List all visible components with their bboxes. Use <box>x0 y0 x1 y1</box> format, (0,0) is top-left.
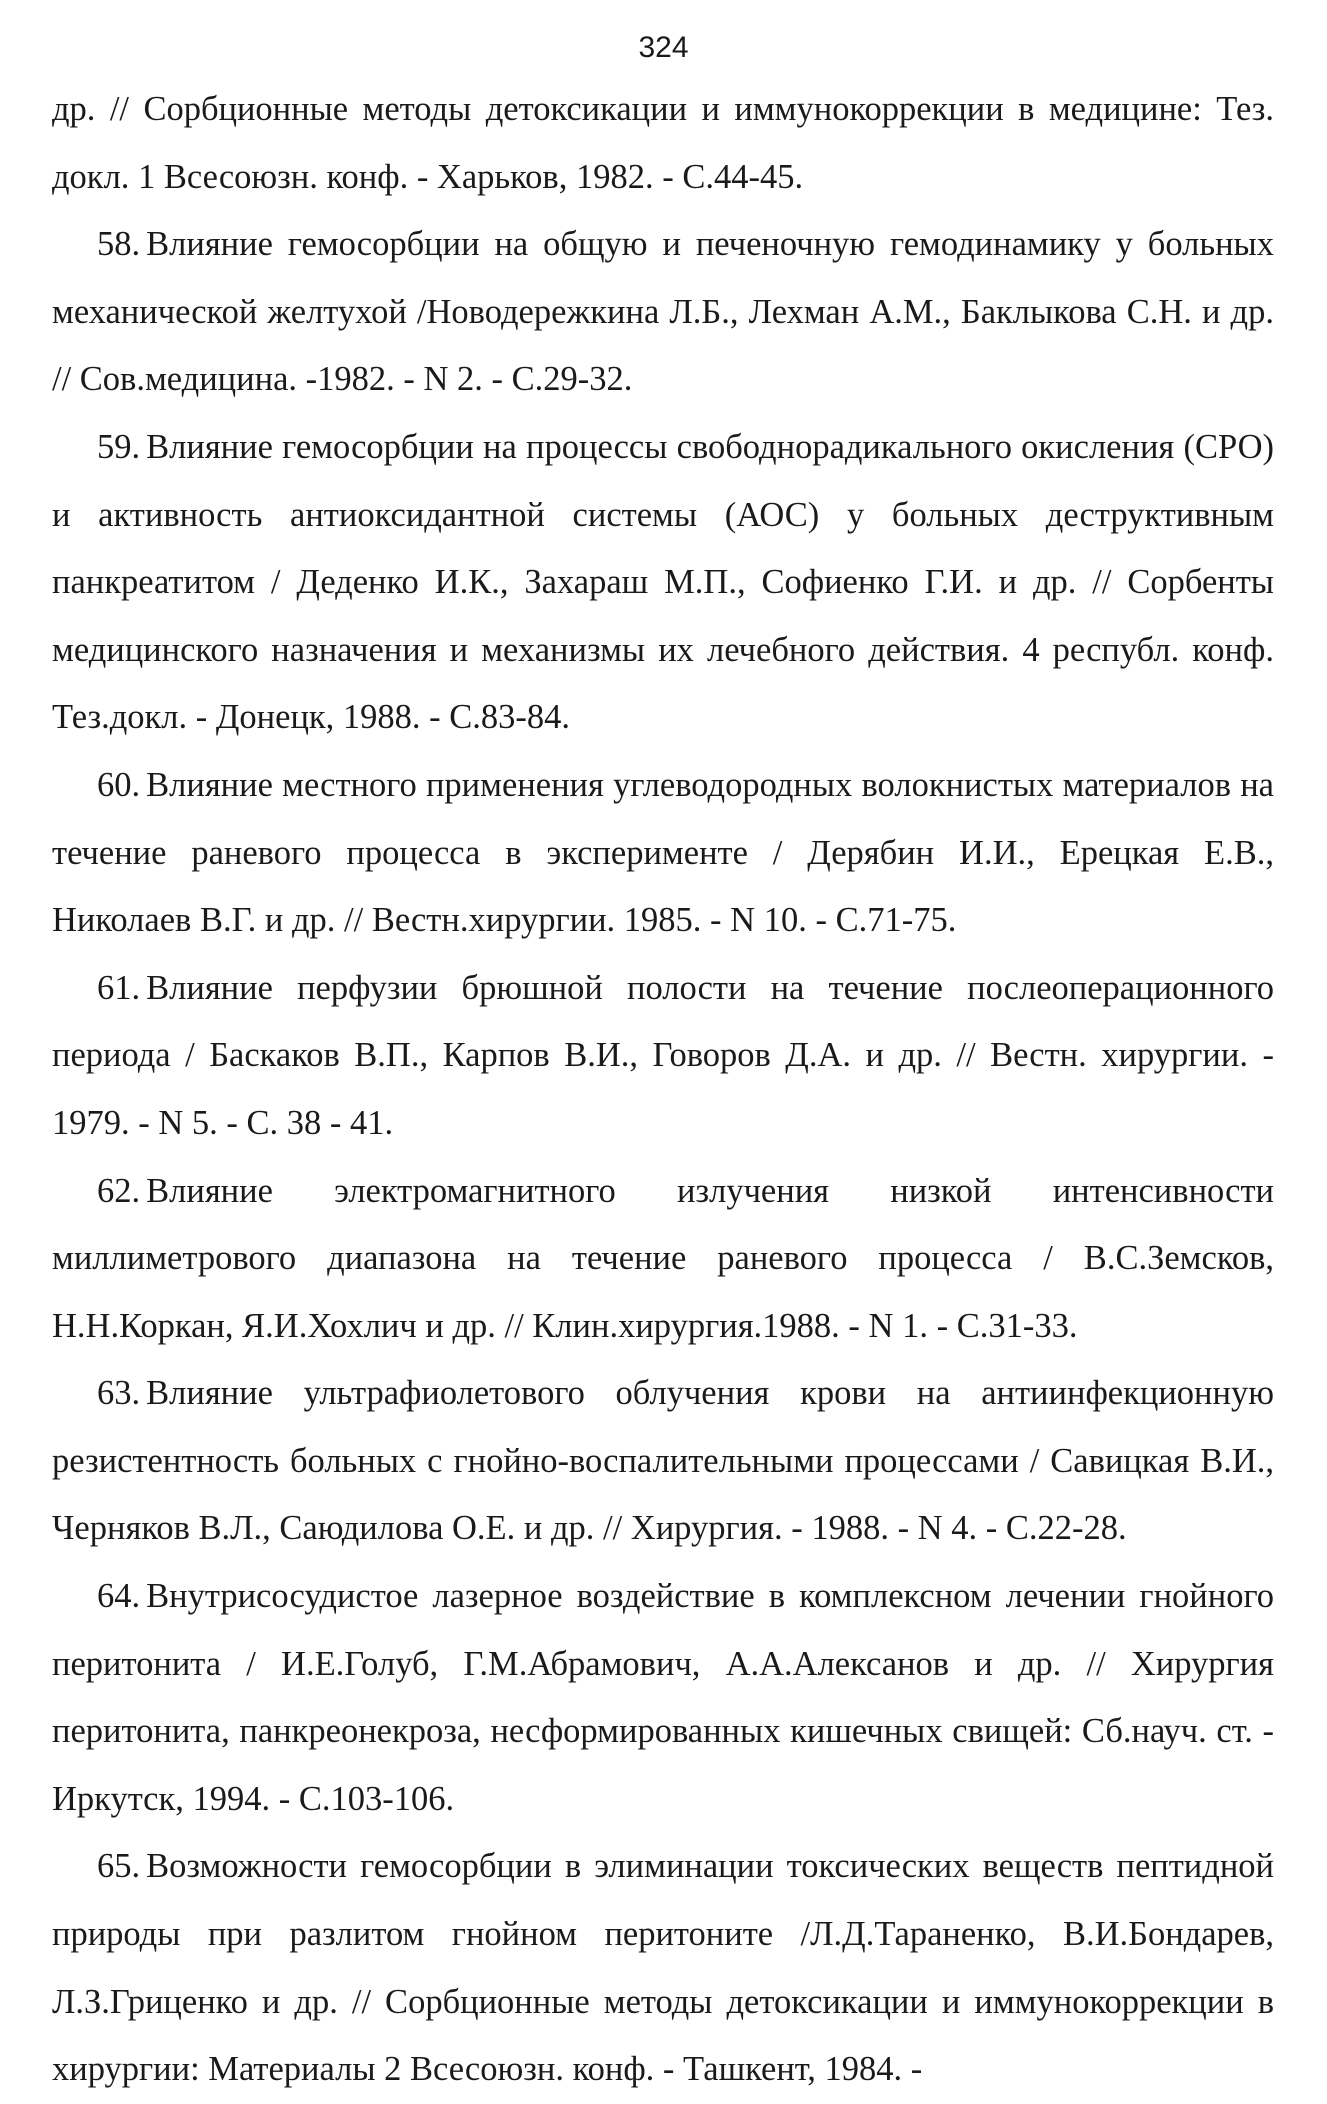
page-number: 324 <box>638 31 689 64</box>
bibliography-entry-63 <box>52 1360 1274 1563</box>
entry-number: 58. <box>97 225 141 264</box>
entry-text: Влияние перфузии брюшной полости на течение послеоперационного периода / Баскаков В.П., Карпов В.И., Говоров Д.А. и др. // Вестн. хирургии. - 1979. - N 5. - С. 38 - 41. <box>52 968 1274 1142</box>
bibliography-entry-59 <box>52 414 1274 752</box>
entry-number: 63. <box>97 1374 141 1413</box>
entry-number: 64. <box>97 1577 141 1616</box>
bibliography-entry-58 <box>52 211 1274 414</box>
bibliography-entry-64 <box>52 1563 1274 1833</box>
entry-number: 65. <box>97 1847 141 1886</box>
entry-number: 61. <box>97 968 141 1007</box>
entry-text: Влияние гемосорбции на процессы свободнорадикального окисления (СРО) и активность антиоксидантной системы (АОС) у больных деструктивным панкреатитом / Деденко И.К., Захараш М.П., Софиенко Г.И. и др. // Сорбенты медицинского назначения и механизмы их лечебного действия. 4 республ. конф. Тез.докл. - Донецк, 1988. - С.83-84. <box>52 427 1274 737</box>
entry-text: Влияние ультрафиолетового облучения крови на антиинфекционную резистентность больных с гнойно-воспалительными процессами / Савицкая В.И., Черняков В.Л., Саюдилова О.Е. и др. // Хирургия. - 1988. - N 4. - С.22-28. <box>52 1374 1274 1548</box>
entry-text: Влияние гемосорбции на общую и печеночную гемодинамику у больных механической желтухой /Новодережкина Л.Б., Лехман А.М., Баклыкова С.Н. и др. // Сов.медицина. -1982. - N 2. - С.29-32. <box>52 225 1274 399</box>
entry-text: Внутрисосудистое лазерное воздействие в комплексном лечении гнойного перитонита / И.Е.Голуб, Г.М.Абрамович, А.А.Алексанов и др. // Хирургия перитонита, панкреонекроза, несформированных кишечных свищей: Сб.науч. ст. - Иркутск, 1994. - С.103-106. <box>52 1577 1274 1818</box>
continuation-text: др. // Сорбционные методы детоксикации и иммунокоррекции в медицине: Тез. докл. 1 Всесоюзн. конф. - Харьков, 1982. - С.44-45. <box>52 90 1274 196</box>
entry-text: Влияние электромагнитного излучения низкой интенсивности миллиметрового диапазона на течение раневого процесса / В.С.Земсков, Н.Н.Коркан, Я.И.Хохлич и др. // Клин.хирургия.1988. - N 1. - С.31-33. <box>52 1171 1274 1345</box>
bibliography-entry-62 <box>52 1158 1274 1361</box>
bibliography-entry-60 <box>52 752 1274 955</box>
entry-text: Влияние местного применения углеводородных волокнистых материалов на течение раневого процесса в эксперименте / Дерябин И.И., Ерецкая Е.В., Николаев В.Г. и др. // Вестн.хирургии. 1985. - N 10. - С.71-75. <box>52 765 1274 940</box>
entry-number: 59. <box>97 427 141 466</box>
bibliography-list <box>52 76 1274 2104</box>
bibliography-entry-65 <box>52 1833 1274 2103</box>
entry-number: 60. <box>97 765 141 804</box>
entry-number: 62. <box>97 1171 141 1210</box>
bibliography-entry-61 <box>52 955 1274 1158</box>
entry-text: Возможности гемосорбции в элиминации токсических веществ пептидной природы при разлитом гнойном перитоните /Л.Д.Тараненко, В.И.Бондарев, Л.З.Гриценко и др. // Сорбционные методы детоксикации и иммунокоррекции в хирургии: Материалы 2 Всесоюзн. конф. - Ташкент, 1984. - <box>52 1847 1274 2089</box>
